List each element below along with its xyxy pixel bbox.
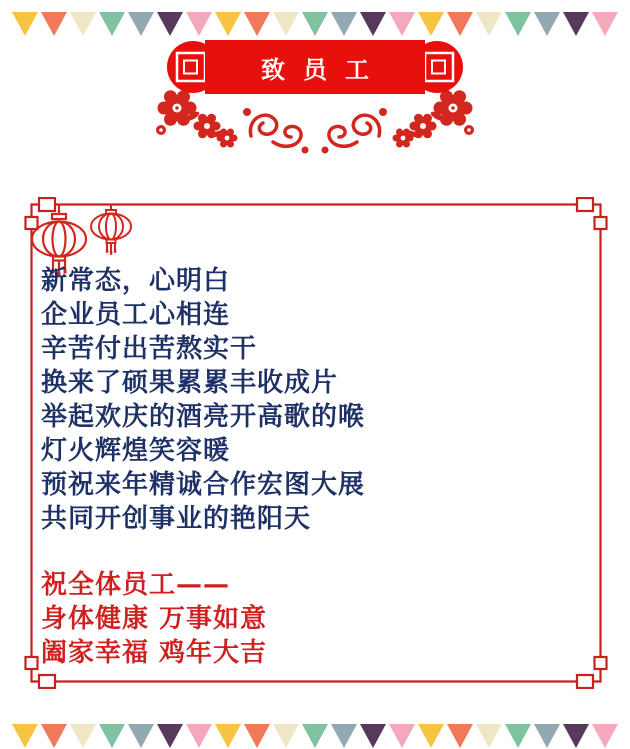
bunting-pennant-icon [70, 12, 96, 36]
bunting-pennant-icon [157, 12, 183, 36]
bunting-pennant-icon [418, 724, 444, 748]
bunting-pennant-icon [99, 724, 125, 748]
papercut-flower-garland-icon [155, 90, 475, 162]
text-line: 灯火辉煌笑容暖 [41, 436, 231, 466]
text-line: 身体健康 万事如意 [41, 604, 268, 634]
bunting-pennant-icon [389, 12, 415, 36]
bunting-pennant-icon [70, 724, 96, 748]
text-line: 辛苦付出苦熬实干 [41, 334, 258, 364]
bunting-pennant-icon [302, 724, 328, 748]
bunting-pennant-icon [476, 12, 502, 36]
bunting-pennant-icon [99, 12, 125, 36]
banner-title: 致员工 [261, 55, 387, 84]
text-line: 共同开创事业的艳阳天 [41, 504, 312, 534]
bunting-banner-bottom [0, 724, 630, 749]
bunting-pennant-icon [331, 724, 357, 748]
lantern-icon [91, 205, 131, 255]
bunting-pennant-icon [186, 12, 212, 36]
bunting-pennant-icon [41, 724, 67, 748]
bunting-pennant-icon [505, 12, 531, 36]
bunting-pennant-icon [534, 724, 560, 748]
bunting-pennant-icon [505, 724, 531, 748]
text-line: 企业员工心相连 [41, 300, 231, 330]
bunting-pennant-icon [360, 12, 386, 36]
bunting-pennant-icon [592, 12, 618, 36]
text-line: 祝全体员工—— [41, 570, 231, 600]
bunting-pennant-icon [360, 724, 386, 748]
title-banner [205, 40, 425, 94]
bunting-pennant-icon [41, 12, 67, 36]
bunting-pennant-icon [331, 12, 357, 36]
bunting-pennant-icon [215, 724, 241, 748]
bunting-pennant-icon [128, 724, 154, 748]
bunting-pennant-icon [157, 724, 183, 748]
bunting-pennant-icon [273, 724, 299, 748]
bunting-banner-top [0, 12, 630, 38]
poem-text [41, 264, 365, 536]
bunting-pennant-icon [12, 12, 38, 36]
bunting-pennant-icon [244, 12, 270, 36]
text-line: 阖家幸福 鸡年大吉 [41, 638, 268, 668]
bunting-pennant-icon [273, 12, 299, 36]
bunting-pennant-icon [476, 724, 502, 748]
bunting-pennant-icon [447, 12, 473, 36]
bunting-pennant-icon [592, 724, 618, 748]
wish-text [41, 568, 267, 670]
bunting-pennant-icon [186, 724, 212, 748]
bunting-pennant-icon [563, 724, 589, 748]
bunting-pennant-icon [12, 724, 38, 748]
text-line: 举起欢庆的酒亮开高歌的喉 [41, 402, 366, 432]
bunting-pennant-icon [302, 12, 328, 36]
bunting-pennant-icon [389, 724, 415, 748]
bunting-pennant-icon [534, 12, 560, 36]
bunting-pennant-icon [447, 724, 473, 748]
bunting-pennant-icon [418, 12, 444, 36]
text-line: 预祝来年精诚合作宏图大展 [41, 470, 366, 500]
bunting-pennant-icon [128, 12, 154, 36]
title-banner-plate [205, 40, 425, 94]
bunting-pennant-icon [244, 724, 270, 748]
text-line: 新常态，心明白 [41, 266, 231, 296]
bunting-pennant-icon [563, 12, 589, 36]
text-line: 换来了硕果累累丰收成片 [41, 368, 339, 398]
bunting-pennant-icon [215, 12, 241, 36]
